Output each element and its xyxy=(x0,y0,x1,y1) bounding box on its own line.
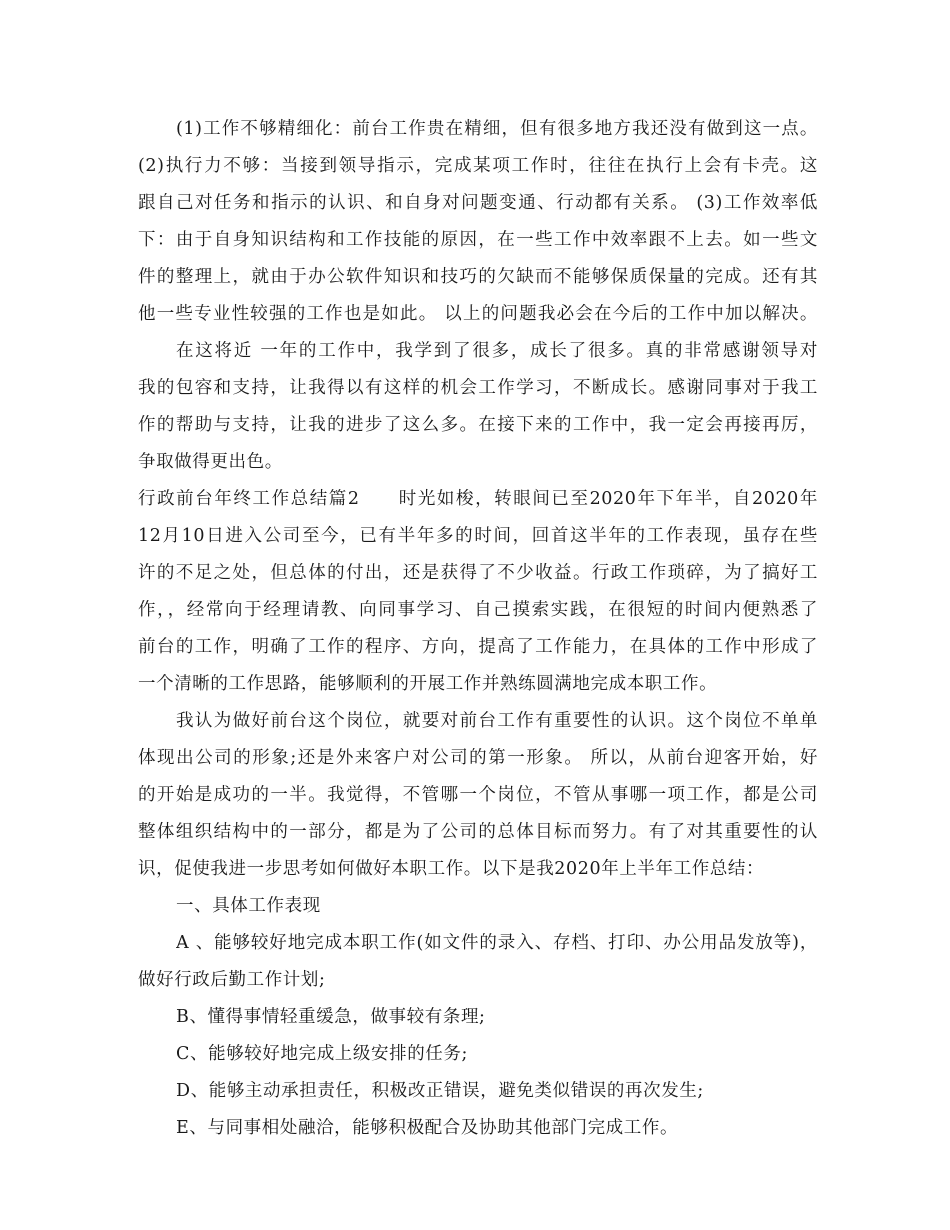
text-line: 我的包容和支持，让我得以有这样的机会工作学习，不断成长。感谢同事对于我工 xyxy=(138,378,818,398)
list-item: D、能够主动承担责任，积极改正错误，避免类似错误的再次发生; xyxy=(176,1081,704,1101)
list-item: B、懂得事情轻重缓急，做事较有条理; xyxy=(176,1007,486,1027)
text-line: 作，，经常向于经理请教、向同事学习、自己摸索实践，在很短的时间内便熟悉了 xyxy=(138,600,818,620)
section-heading: 行政前台年终工作总结篇2 时光如梭，转眼间已至2020年下年半，自2020年 xyxy=(138,489,818,509)
text-line: 许的不足之处，但总体的付出，还是获得了不少收益。行政工作琐碎，为了搞好工 xyxy=(138,563,818,583)
text-line: (1)工作不够精细化：前台工作贵在精细，但有很多地方我还没有做到这一点。 xyxy=(176,119,818,139)
text-line: 的开始是成功的一半。我觉得，不管哪一个岗位，不管从事哪一项工作，都是公司 xyxy=(138,785,818,805)
text-line: (2)执行力不够：当接到领导指示，完成某项工作时，往往在执行上会有卡壳。这 xyxy=(138,156,818,176)
list-item-continuation: 做好行政后勤工作计划; xyxy=(138,970,326,990)
text-line: 前台的工作，明确了工作的程序、方向，提高了工作能力，在具体的工作中形成了 xyxy=(138,637,818,657)
text-line: 下：由于自身知识结构和工作技能的原因，在一些工作中效率跟不上去。如一些文 xyxy=(138,230,818,250)
text-line: 我认为做好前台这个岗位，就要对前台工作有重要性的认识。这个岗位不单单 xyxy=(176,711,818,731)
text-line: 作的帮助与支持，让我的进步了这么多。在接下来的工作中，我一定会再接再厉， xyxy=(138,415,818,435)
list-item: A 、能够较好地完成本职工作(如文件的录入、存档、打印、办公用品发放等)， xyxy=(176,933,818,953)
text-line: 识，促使我进一步思考如何做好本职工作。以下是我2020年上半年工作总结： xyxy=(138,859,765,879)
text-line: 在这将近 一年的工作中，我学到了很多，成长了很多。真的非常感谢领导对 xyxy=(176,341,818,361)
text-line: 跟自己对任务和指示的认识、和自身对问题变通、行动都有关系。 (3)工作效率低 xyxy=(138,193,818,213)
text-line: 一个清晰的工作思路，能够顺利的开展工作并熟练圆满地完成本职工作。 xyxy=(138,674,718,694)
text-line: 争取做得更出色。 xyxy=(138,452,283,472)
text-line: 他一些专业性较强的工作也是如此。 以上的问题我必会在今后的工作中加以解决。 xyxy=(138,304,818,324)
text-line: 体现出公司的形象;还是外来客户对公司的第一形象。 所以，从前台迎客开始，好 xyxy=(138,748,818,768)
list-item: C、能够较好地完成上级安排的任务; xyxy=(176,1044,468,1064)
list-heading: 一、具体工作表现 xyxy=(176,896,321,916)
list-item: E、与同事相处融洽，能够积极配合及协助其他部门完成工作。 xyxy=(176,1118,679,1138)
text-line: 12月10日进入公司至今，已有半年多的时间，回首这半年的工作表现，虽存在些 xyxy=(138,526,818,546)
text-line: 件的整理上，就由于办公软件知识和技巧的欠缺而不能够保质保量的完成。还有其 xyxy=(138,267,818,287)
text-line: 整体组织结构中的一部分，都是为了公司的总体目标而努力。有了对其重要性的认 xyxy=(138,822,818,842)
